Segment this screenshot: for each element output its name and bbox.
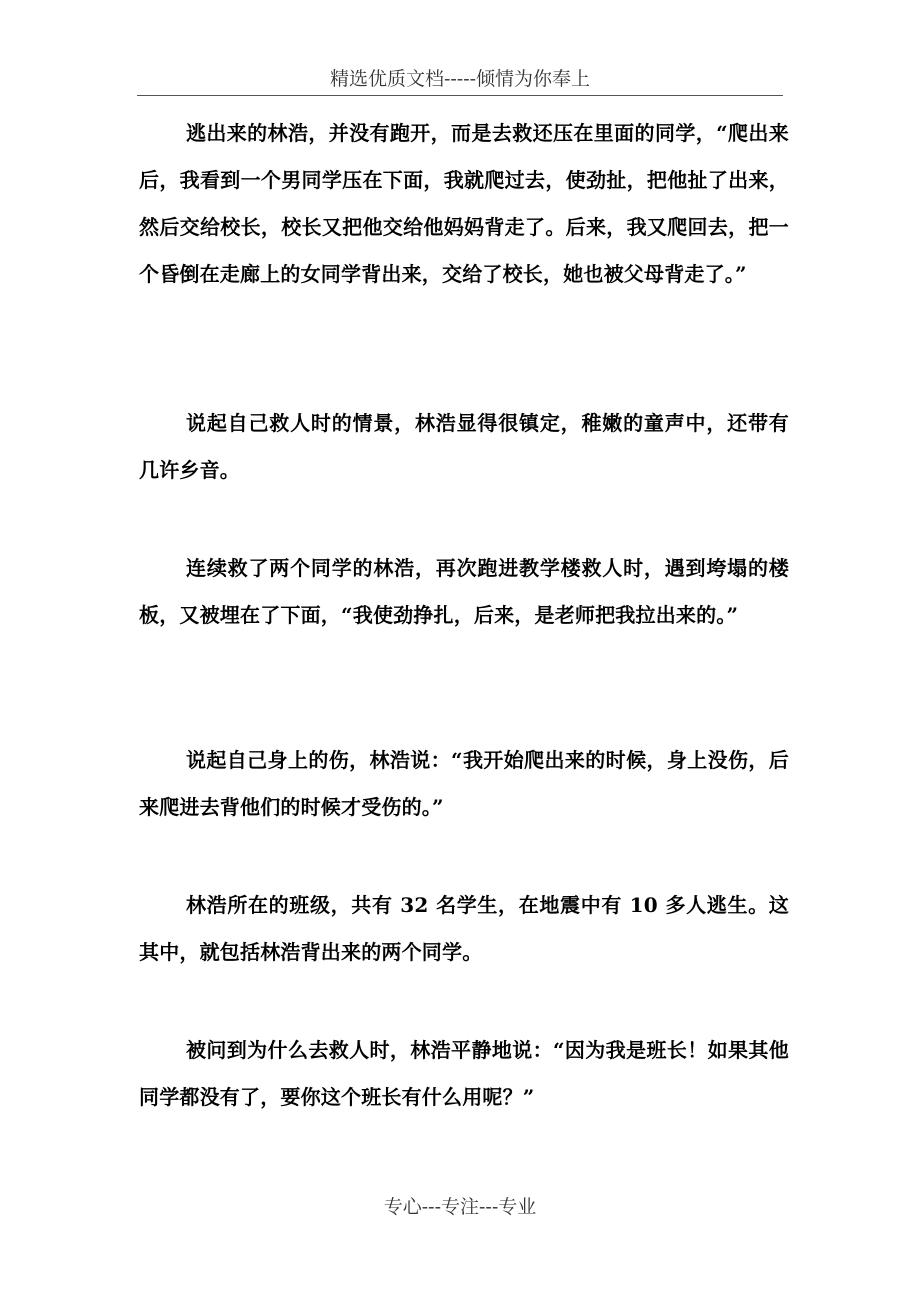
paragraph-1: 逃出来的林浩，并没有跑开，而是去救还压在里面的同学，“爬出来后，我看到一个男同学压在下面，我就爬过去，使劲扯，把他扯了出来，然后交给校长，校长又把他交给他妈妈背走了。后来，我又爬回去，把一个昏倒在走廊上的女同学背出来，交给了校长，她也被父母背走了。” bbox=[139, 121, 789, 286]
paragraph-3: 连续救了两个同学的林浩，再次跑进教学楼救人时，遇到垮塌的楼板，又被埋在了下面，“我使劲挣扎，后来，是老师把我拉出来的。” bbox=[139, 556, 789, 627]
paragraph-5: 林浩所在的班级，共有 32 名学生，在地震中有 10 多人逃生。这其中，就包括林浩背出来的两个同学。 bbox=[139, 893, 789, 964]
page-footer: 专心---专注---专业 bbox=[383, 1196, 537, 1218]
paragraph-6: 被问到为什么去救人时，林浩平静地说：“因为我是班长！如果其他同学都没有了，要你这个班长有什么用呢？” bbox=[139, 1038, 789, 1109]
paragraph-4: 说起自己身上的伤，林浩说：“我开始爬出来的时候，身上没伤，后来爬进去背他们的时候才受伤的。” bbox=[139, 748, 789, 819]
header-divider bbox=[137, 95, 783, 96]
page-header: 精选优质文档-----倾情为你奉上 bbox=[329, 68, 591, 90]
paragraph-2: 说起自己救人时的情景，林浩显得很镇定，稚嫩的童声中，还带有几许乡音。 bbox=[139, 411, 789, 482]
